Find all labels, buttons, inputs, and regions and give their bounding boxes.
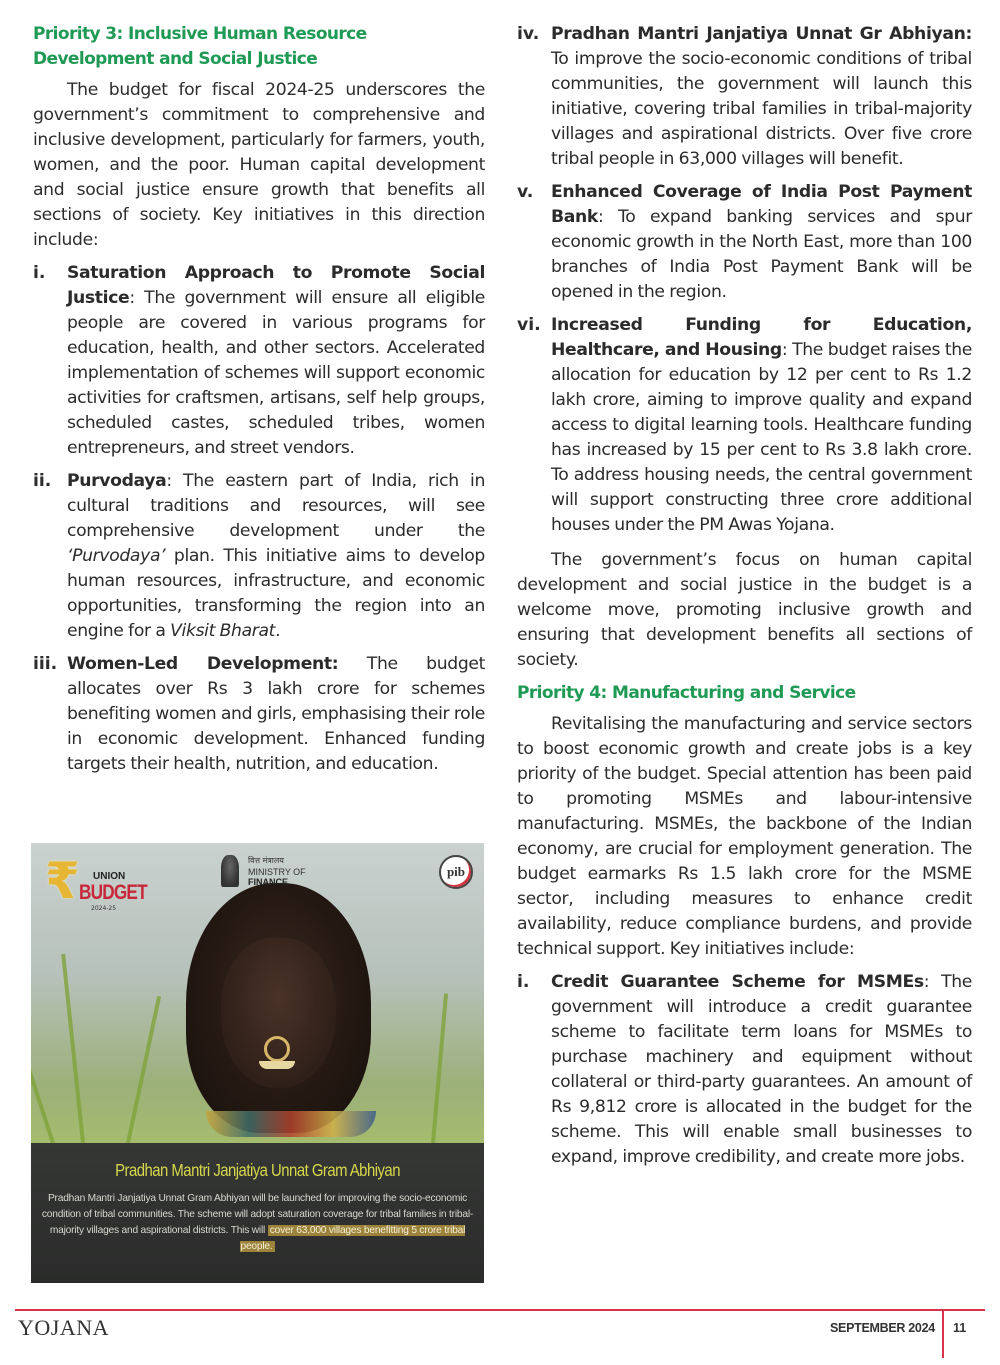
item-number: iii. xyxy=(33,654,58,674)
footer-vertical-divider xyxy=(942,1310,944,1358)
portrait-smile xyxy=(259,1061,295,1069)
item-italic: Viksit Bharat xyxy=(170,621,276,641)
ministry-line2: FINANCE xyxy=(248,877,288,887)
grass-icon xyxy=(126,996,161,1144)
item-number: iv. xyxy=(517,24,540,44)
issue-date: SEPTEMBER 2024 xyxy=(830,1321,935,1335)
item-text: : The government will ensure all eligible people are covered in various programs for education, health, and other sectors. Accelerated implementation of schemes will support economic activities for craftsmen, artisans, self help groups, scheduled castes, scheduled tribes, women entrepreneurs, and street vendors. xyxy=(67,288,485,458)
list-item xyxy=(33,261,485,461)
item-text: : The eastern part of India, rich in cultural traditions and resources, will see comprehensive development under the xyxy=(67,471,485,541)
list-item xyxy=(517,180,972,305)
logo-budget-text: BUDGET xyxy=(79,881,147,904)
intro-paragraph: The budget for fiscal 2024-25 underscores the government’s commitment to comprehensive and inclusive development, particularly for farmers, youth, women, and the poor. Human capital development and social justice ensure growth that benefits all sections of society. Key initiatives in this direction include: xyxy=(33,80,485,250)
list-item xyxy=(33,469,485,644)
ministry-of-finance-logo xyxy=(221,853,331,893)
item-lead: Pradhan Mantri Janjatiya Unnat Gr Abhiyan: xyxy=(551,24,972,44)
item-text: : The government will introduce a credit guarantee scheme to facilitate term loans for MSMEs to purchase machinery and equipment without collateral or third-party guarantees. An amount of Rs 9,812 crore is allocated in the budget for the scheme. This will enable small businesses to expand, improve credibility, and create more jobs. xyxy=(551,972,972,1167)
item-text: To improve the socio-economic conditions of tribal communities, the government will launch this initiative, covering tribal families in tribal-majority villages and aspirational districts. Over five crore tribal people in 63,000 villages will benefit. xyxy=(551,49,972,169)
item-lead: Increased Funding for Education, Healthcare, and Housing xyxy=(551,315,972,360)
item-italic: ‘Purvodaya’ xyxy=(67,546,166,566)
item-lead: Saturation Approach to Promote Social Justice xyxy=(67,263,485,308)
logo-union-text: UNION xyxy=(93,871,126,882)
necklace-icon xyxy=(206,1111,376,1137)
magazine-brand: YOJANA xyxy=(18,1315,109,1340)
list-item xyxy=(33,652,485,777)
item-text: . xyxy=(275,621,281,641)
item-number: i. xyxy=(33,263,46,283)
item-text: : The budget raises the allocation for education by 12 per cent to Rs 1.2 lakh crore, aiming to improve quality and expand access to digital learning tools. Healthcare funding has increased by 15 per cent to Rs 3.8 lakh crore. To address housing needs, the central government will support constructing three crore additional houses under the PM Awas Yojana. xyxy=(551,340,973,535)
pib-logo-icon: pib xyxy=(439,855,473,889)
item-lead: Enhanced Coverage of India Post Payment Bank xyxy=(551,182,972,227)
item-number: i. xyxy=(517,972,530,992)
grass-icon xyxy=(431,993,448,1143)
national-emblem-icon xyxy=(221,855,239,887)
photo-caption-panel xyxy=(31,1143,484,1283)
grass-icon xyxy=(31,1038,55,1144)
item-text: The budget allocates over Rs 3 lakh crore for schemes benefiting women and girls, emphasising their role in economic development. Enhanced funding targets their health, nutrition, and education. xyxy=(67,654,486,774)
ministry-hindi-text: वित्त मंत्रालय xyxy=(248,856,284,865)
item-number: ii. xyxy=(33,471,52,491)
item-number: vi. xyxy=(517,315,541,335)
page-number: 11 xyxy=(953,1321,967,1335)
item-lead: Women-Led Development: xyxy=(67,654,339,674)
grass-icon xyxy=(61,954,85,1143)
closing-paragraph: The government’s focus on human capital development and social justice in the budget is a welcome move, promoting inclusive growth and ensuring that development benefits all sections of society. xyxy=(517,550,972,670)
footer-divider xyxy=(15,1309,985,1311)
rupee-icon: ₹ xyxy=(45,852,80,910)
left-column xyxy=(33,22,485,777)
section-heading-priority-3: Priority 3: Inclusive Human Resource Development and Social Justice xyxy=(33,24,367,69)
list-item xyxy=(517,22,972,172)
logo-year-text: 2024-25 xyxy=(91,905,117,912)
caption-body: Pradhan Mantri Janjatiya Unnat Gram Abhiyan will be launched for improving the socio-economic condition of tribal communities. The scheme will adopt saturation coverage for tribal families in tribal-majority villages and aspirational districts. This will xyxy=(41,1193,474,1236)
ministry-line1: MINISTRY OF xyxy=(248,867,306,877)
list-item xyxy=(517,313,972,538)
caption-highlight: cover 63,000 villages benefitting 5 crore tribal people. xyxy=(240,1225,466,1252)
item-lead: Purvodaya xyxy=(67,471,167,491)
list-item xyxy=(517,970,972,1170)
caption-title: Pradhan Mantri Janjatiya Unnat Gram Abhiyan xyxy=(115,1160,400,1180)
right-column xyxy=(517,22,972,1170)
tribal-woman-photo xyxy=(31,843,484,1143)
item-text: : To expand banking services and spur economic growth in the North East, more than 100 branches of India Post Payment Bank will be opened in the region. xyxy=(551,207,972,302)
union-budget-logo xyxy=(45,852,147,913)
scheme-photo-card xyxy=(31,843,484,1283)
caption-text xyxy=(38,1191,478,1255)
item-number: v. xyxy=(517,182,534,202)
section-heading-priority-4: Priority 4: Manufacturing and Service xyxy=(517,683,856,703)
intro-paragraph: Revitalising the manufacturing and service sectors to boost economic growth and create jobs is a key priority of the budget. Special attention has been paid to promoting MSMEs and labour-intensive manufacturing. MSMEs, the backbone of the Indian economy, are crucial for employment generation. The budget earmarks Rs 1.5 lakh crore for the MSME sector, including measures to enhance credit availability, reduce compliance burdens, and provide technical support. Key initiatives include: xyxy=(517,714,972,959)
item-text: plan. This initiative aims to develop human resources, infrastructure, and economic opportunities, transforming the region into an engine for a xyxy=(67,546,485,641)
item-lead: Credit Guarantee Scheme for MSMEs xyxy=(551,972,924,992)
nose-ring-icon xyxy=(264,1036,290,1062)
